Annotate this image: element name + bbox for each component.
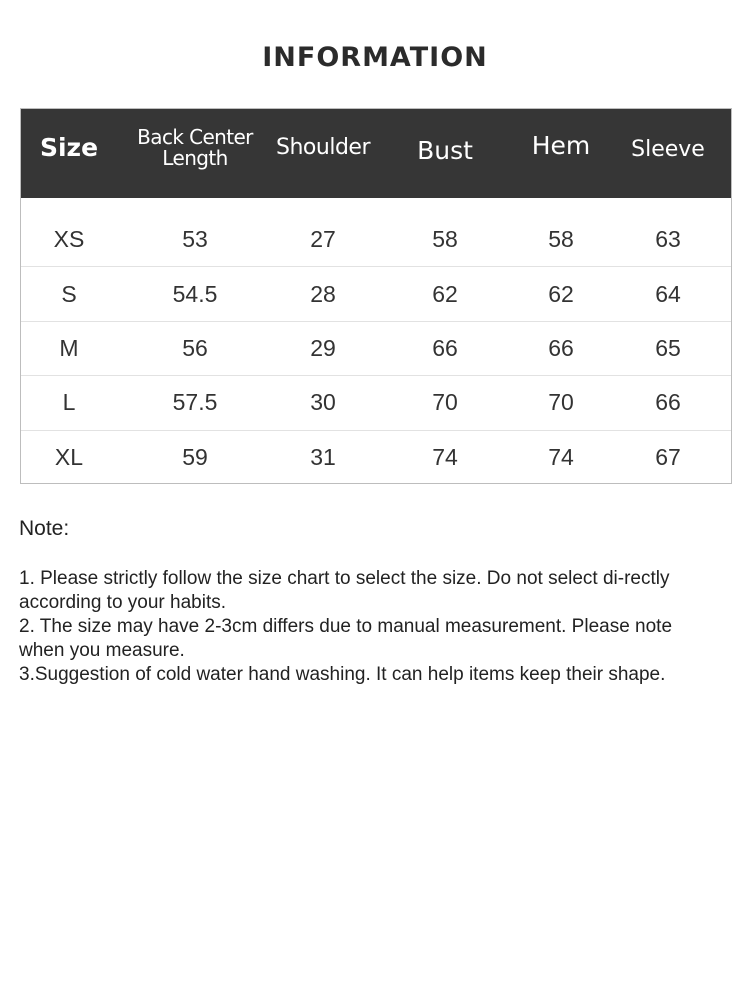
cell-sleeve: 67 xyxy=(655,444,681,471)
cell-shoulder: 30 xyxy=(310,389,336,416)
header-sleeve: Sleeve xyxy=(631,137,705,162)
cell-shoulder: 27 xyxy=(310,226,336,253)
notes-list xyxy=(19,567,719,687)
cell-size: L xyxy=(62,389,76,416)
page-title: INFORMATION xyxy=(262,42,488,73)
note-item: 2. The size may have 2-3cm differs due to manual measurement. Please note when you measure. xyxy=(19,616,673,661)
note-item: 3.Suggestion of cold water hand washing. It can help items keep their shape. xyxy=(19,664,666,685)
cell-size: XS xyxy=(53,226,85,253)
cell-back-center-length: 54.5 xyxy=(172,280,218,307)
table-row xyxy=(21,322,731,376)
header-shoulder: Shoulder xyxy=(276,135,370,160)
table-row xyxy=(21,267,731,321)
note-item: 1. Please strictly follow the size chart to select the size. Do not select di-rectly according to your habits. xyxy=(19,568,670,613)
cell-sleeve: 66 xyxy=(655,389,681,416)
cell-back-center-length: 53 xyxy=(182,226,208,253)
note-heading: Note: xyxy=(19,517,70,540)
size-chart-table xyxy=(20,108,732,484)
cell-hem: 66 xyxy=(548,334,574,361)
cell-sleeve: 65 xyxy=(655,334,681,361)
header-bust: Bust xyxy=(417,136,473,165)
cell-bust: 66 xyxy=(432,334,458,361)
cell-bust: 70 xyxy=(432,389,458,416)
cell-shoulder: 31 xyxy=(310,444,336,471)
cell-size: M xyxy=(59,334,79,361)
header-hem: Hem xyxy=(531,131,591,160)
cell-hem: 70 xyxy=(548,389,574,416)
cell-bust: 62 xyxy=(432,280,458,307)
cell-hem: 74 xyxy=(548,444,574,471)
header-back-center-line1: Back Center xyxy=(137,124,253,149)
cell-back-center-length: 57.5 xyxy=(172,389,218,416)
cell-bust: 58 xyxy=(432,226,458,253)
cell-shoulder: 28 xyxy=(310,280,336,307)
cell-size: XL xyxy=(54,444,84,471)
table-header xyxy=(21,109,731,198)
cell-back-center-length: 59 xyxy=(182,444,208,471)
table-row xyxy=(21,431,731,485)
table-row xyxy=(21,376,731,430)
cell-bust: 74 xyxy=(432,444,458,471)
cell-shoulder: 29 xyxy=(310,334,336,361)
cell-sleeve: 64 xyxy=(655,280,681,307)
table-body xyxy=(21,213,731,485)
cell-back-center-length: 56 xyxy=(182,334,208,361)
header-size: Size xyxy=(39,133,99,162)
header-back-center-length xyxy=(117,109,273,198)
cell-size: S xyxy=(61,280,77,307)
table-row xyxy=(21,213,731,267)
cell-hem: 58 xyxy=(548,226,574,253)
header-back-center-line2: Length xyxy=(162,145,228,170)
cell-sleeve: 63 xyxy=(655,226,681,253)
cell-hem: 62 xyxy=(548,280,574,307)
